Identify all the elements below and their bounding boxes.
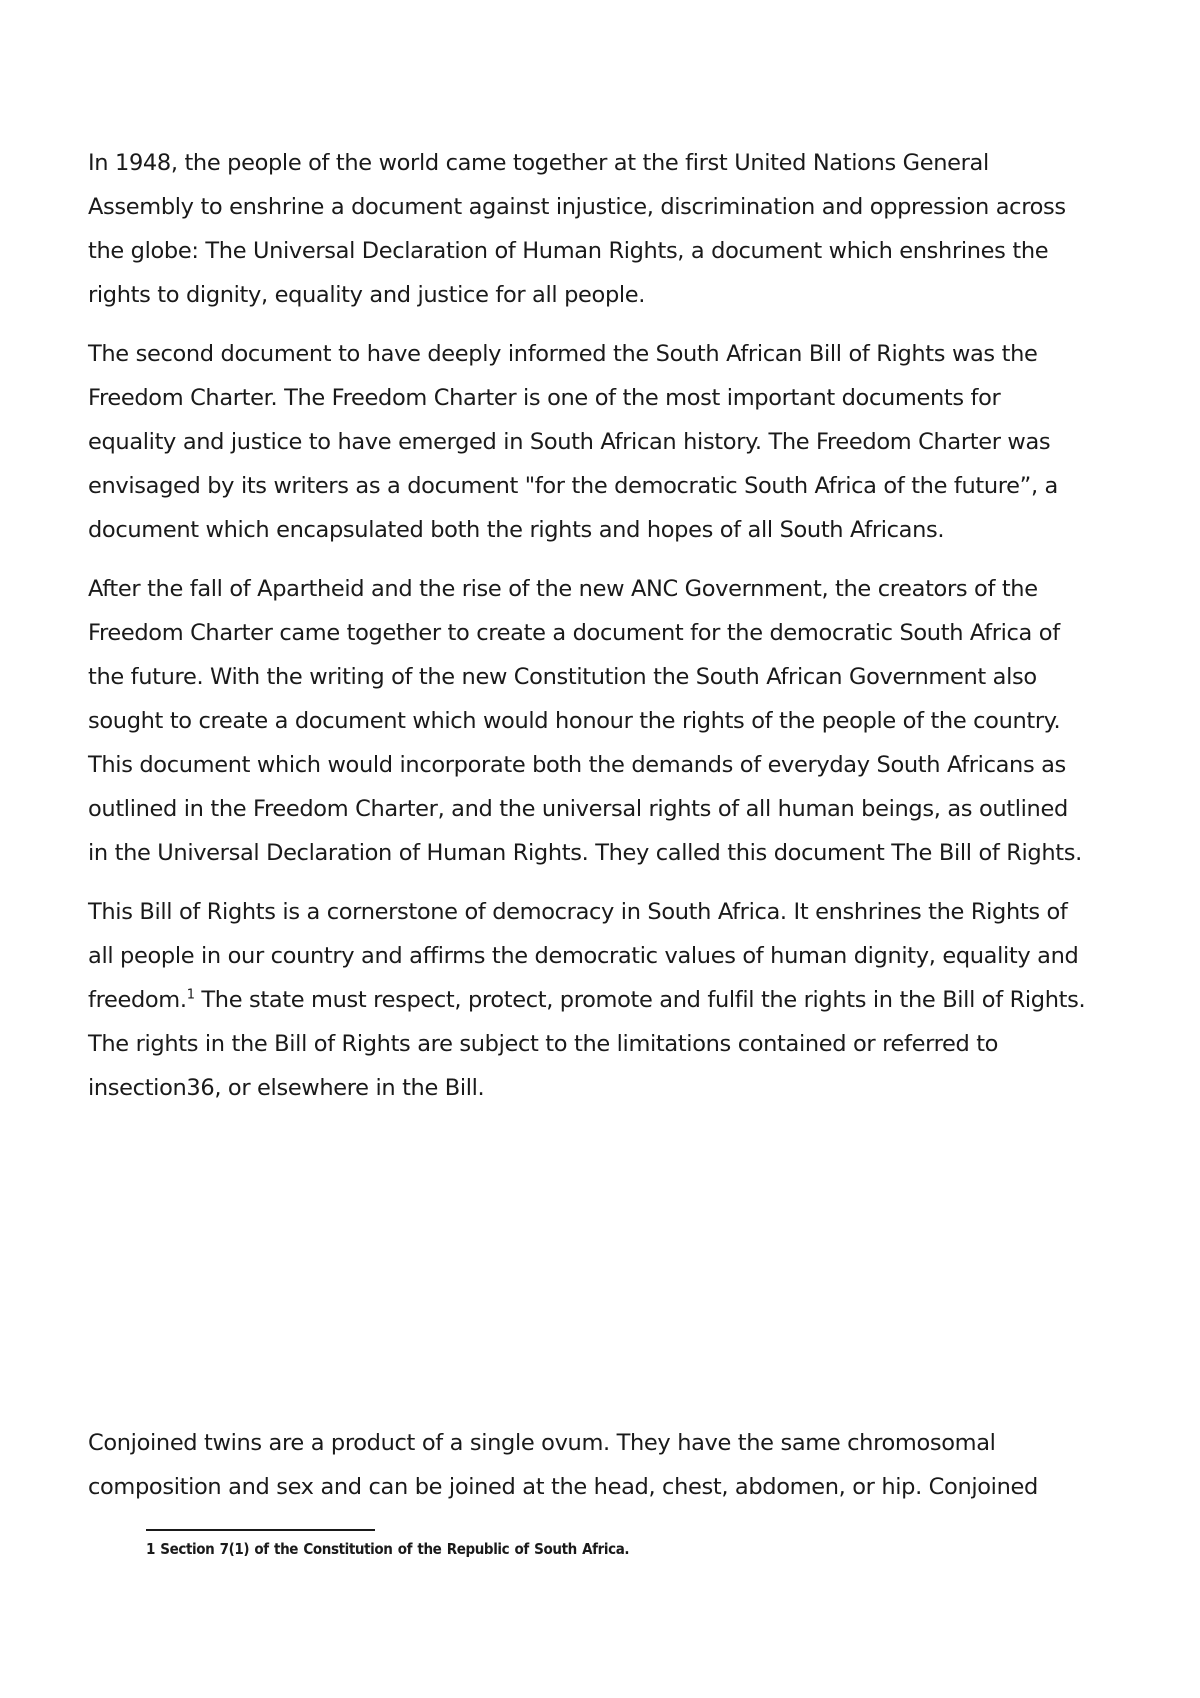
paragraph-constitution: After the fall of Apartheid and the rise of the new ANC Government, the creators of the Freedom Charter came together to create a document for the democratic South Africa of the future. With the writing of the new Constitution the South African Government also sought to create a document which would honour the rights of the people of the country. This document which would incorporate both the demands of everyday South Africans as outlined in the Freedom Charter, and the universal rights of all human beings, as outlined in the Universal Declaration of Human Rights. They called this document The Bill of Rights. [88, 576, 1082, 866]
footnote-separator [146, 1529, 375, 1531]
paragraph-udhr: In 1948, the people of the world came together at the first United Nations General Assembly to enshrine a document against injustice, discrimination and oppression across the globe: The Universal Declaration of Human Rights, a document which enshrines the rights to dignity, equality and justice for all people. [88, 150, 1066, 308]
footnote-reference[interactable]: 1 [186, 987, 195, 1003]
bill-text-part2: The state must respect, protect, promote and fulfil the rights in the Bill of Rights. The rights in the Bill of Rights are subject to the limitations contained or referred to insection36, or elsewhere in the Bill. [88, 987, 1086, 1101]
bill-text-part1: This Bill of Rights is a cornerstone of democracy in South Africa. It enshrines the Rights of all people in our country and affirms the democratic values of human dignity, equality and freedom. [88, 899, 1079, 1013]
footnote-text: 1 Section 7(1) of the Constitution of the Republic of South Africa. [146, 1540, 630, 1558]
paragraph-conjoined-twins: Conjoined twins are a product of a single ovum. They have the same chromosomal composition and sex and can be joined at the head, chest, abdomen, or hip. Conjoined [88, 1430, 1038, 1500]
document-body-continued [88, 1421, 1088, 1524]
document-body [88, 141, 1088, 1125]
paragraph-bill-of-rights [88, 890, 1088, 1110]
paragraph-freedom-charter: The second document to have deeply informed the South African Bill of Rights was the Freedom Charter. The Freedom Charter is one of the most important documents for equality and justice to have emerged in South African history. The Freedom Charter was envisaged by its writers as a document "for the democratic South Africa of the future”, a document which encapsulated both the rights and hopes of all South Africans. [88, 341, 1058, 543]
